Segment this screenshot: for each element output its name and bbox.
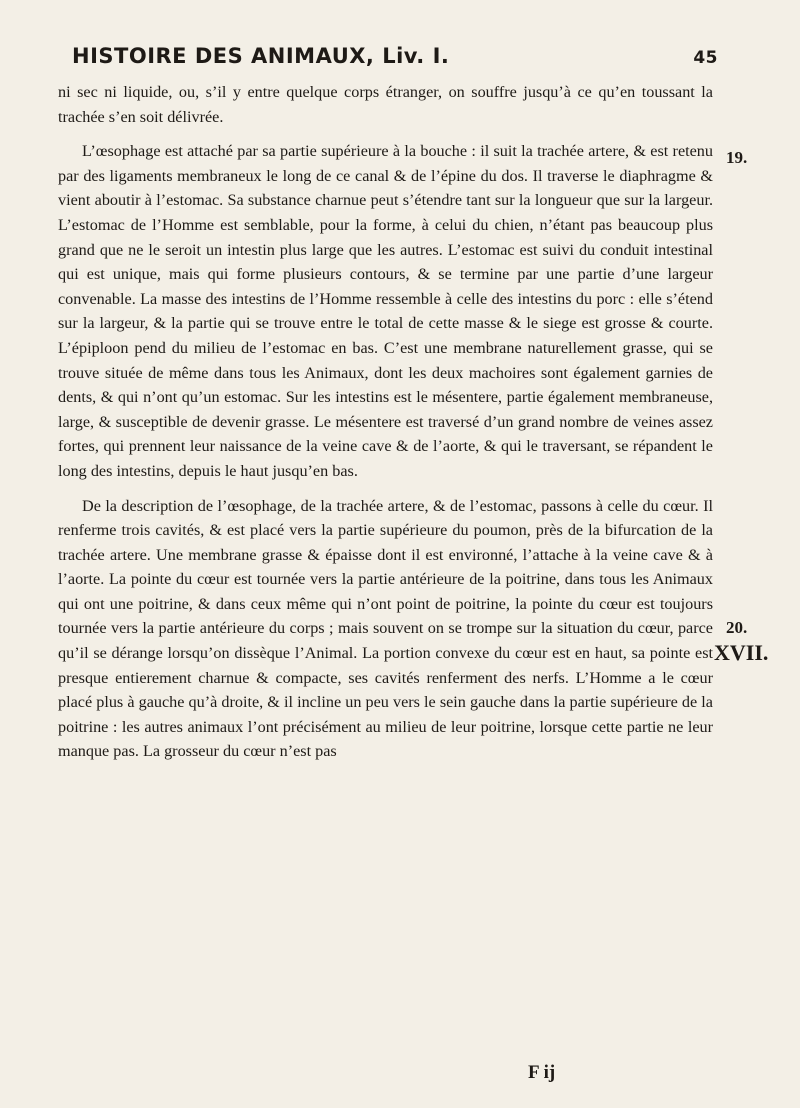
margin-note-20: 20.	[726, 618, 748, 637]
body-text	[58, 80, 713, 774]
page-number: 45	[693, 48, 718, 68]
signature-mark: F ij	[528, 1062, 556, 1083]
paragraph-continuation: ni sec ni liquide, ou, s’il y entre quelque corps étranger, on souffre jusqu’à ce qu’en toussant la trachée s’en soit délivrée.	[58, 83, 713, 126]
paragraph-20: De la description de l’œsophage, de la trachée artere, & de l’estomac, passons à celle du cœur. Il renferme trois cavités, & est placé vers la partie supérieure du poumon, près de la bifurcation de la trachée artere. Une membrane grasse & épaisse dont il est environné, l’attache à la veine cave & à l’aorte. La pointe du cœur est tournée vers la partie antérieure de la poitrine, dans tous les Animaux qui ont une poitrine, & dans ceux même qui n’ont point de poitrine, la pointe du cœur est toujours tournée vers la partie antérieure du corps ; mais souvent on se trompe sur la situation du cœur, parce qu’il se dérange lorsqu’on dissèque l’Animal. La portion convexe du cœur est en haut, sa pointe est presque entierement charnue & compacte, ses cavités renferment des nerfs. L’Homme a le cœur placé plus à gauche qu’à droite, & il incline un peu vers le sein gauche dans la partie supérieure de la poitrine : les autres animaux l’ont précisément au milieu de leur poitrine, lorsque cette partie ne leur manque pas. La grosseur du cœur n’est pas	[58, 496, 713, 761]
margin-note-section: XVII.	[714, 640, 769, 665]
running-header	[72, 44, 718, 68]
header-title: HISTOIRE DES ANIMAUX, Liv. I.	[72, 44, 450, 68]
margin-note-19: 19.	[726, 148, 748, 167]
paragraph-19: L’œsophage est attaché par sa partie supérieure à la bouche : il suit la trachée artere, & est retenu par des ligaments membraneux le long de ce canal & de l’épine du dos. Il traverse le diaphragme & vient aboutir à l’estomac. Sa substance charnue peut s’étendre tant sur la longueur que sur la largeur. L’estomac de l’Homme est semblable, pour la forme, à celui du chien, n’étant pas beaucoup plus grand que ne le seroit un intestin plus large que les autres. L’estomac est suivi du conduit intestinal qui est unique, mais qui forme plusieurs contours, & se termine par une partie d’une largeur convenable. La masse des intestins de l’Homme ressemble à celle des intestins du porc : elle s’étend sur la largeur, & la partie qui se trouve entre le total de cette masse & le siege est grosse & courte. L’épiploon pend du milieu de l’estomac en bas. C’est une membrane naturellement grasse, qui se trouve située de même dans tous les Animaux, dont les deux machoires sont également garnies de dents, & qui n’ont qu’un estomac. Sur les intestins est le mésentere, partie également membraneuse, large, & susceptible de devenir grasse. Le mésentere est traversé d’un grand nombre de veines assez fortes, qui prennent leur naissance de la veine cave & de l’aorte, & qui le traversant, se répandent le long des intestins, depuis le haut jusqu’en bas.	[58, 142, 713, 480]
